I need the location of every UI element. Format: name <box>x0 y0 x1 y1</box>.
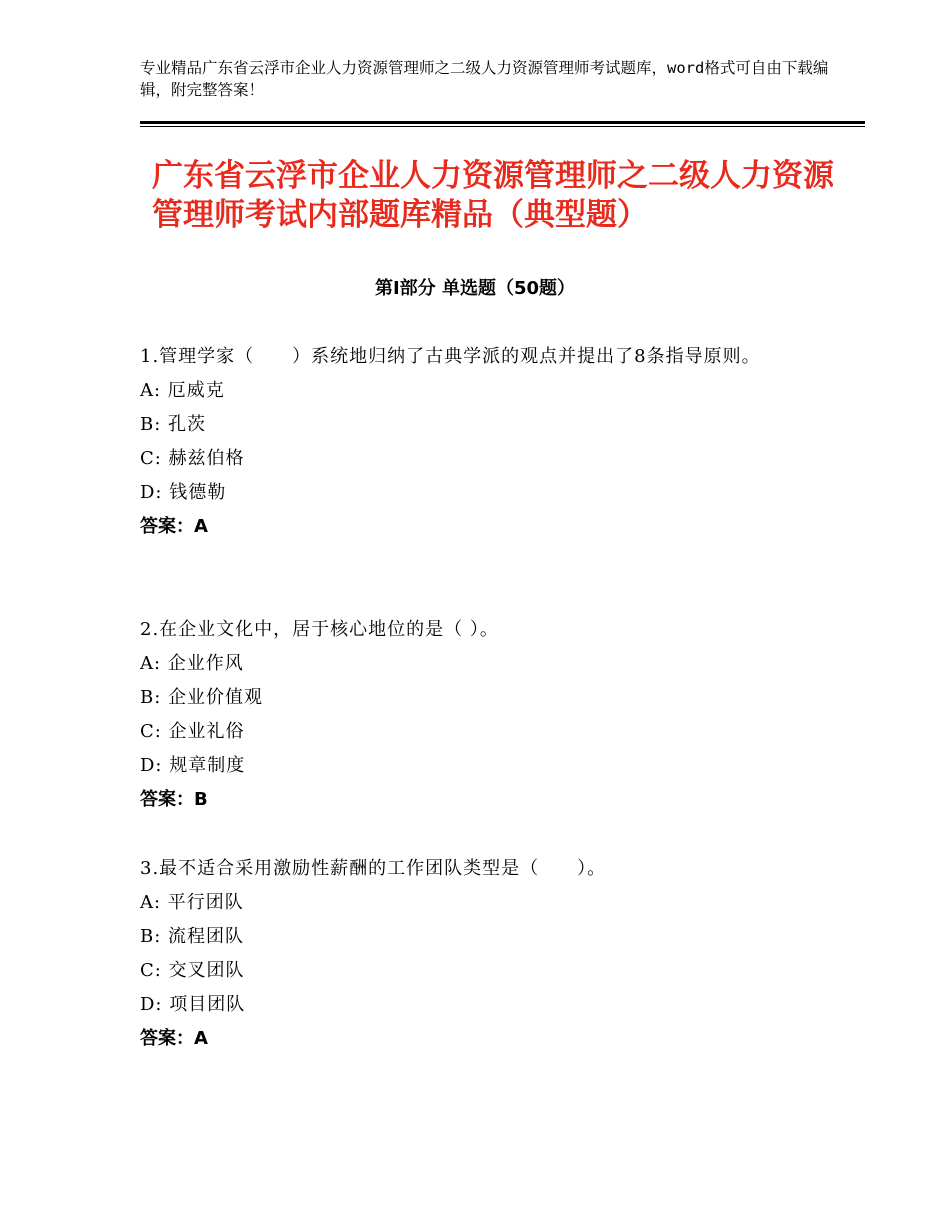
section-heading: 第Ⅰ部分 单选题（50题） <box>374 278 575 299</box>
answer: 答案：B <box>140 789 208 810</box>
question-2 <box>140 613 820 817</box>
question-1 <box>140 340 820 544</box>
option-c: C: 企业礼俗 <box>140 721 245 742</box>
document-title: 广东省云浮市企业人力资源管理师之二级人力资源管理师考试内部题库精品（典型题） <box>152 158 834 233</box>
option-a: A: 厄威克 <box>140 380 225 401</box>
question-stem: 2.在企业文化中，居于核心地位的是（ ）。 <box>140 619 499 640</box>
option-d: D: 规章制度 <box>140 755 246 776</box>
option-c: C: 赫兹伯格 <box>140 448 245 469</box>
question-stem: 3.最不适合采用激励性薪酬的工作团队类型是（ ）。 <box>140 858 607 879</box>
answer: 答案：A <box>140 516 208 537</box>
option-d: D: 钱德勒 <box>140 482 227 503</box>
header-note: 专业精品广东省云浮市企业人力资源管理师之二级人力资源管理师考试题库，word格式可自由下载编辑，附完整答案！ <box>140 59 829 99</box>
option-b: B: 孔茨 <box>140 414 207 435</box>
question-3 <box>140 852 820 1056</box>
header-rule-thin <box>140 126 865 127</box>
option-d: D: 项目团队 <box>140 994 246 1015</box>
answer: 答案：A <box>140 1028 208 1049</box>
option-a: A: 企业作风 <box>140 653 244 674</box>
header-rule-thick <box>140 121 865 124</box>
option-b: B: 流程团队 <box>140 926 245 947</box>
option-a: A: 平行团队 <box>140 892 244 913</box>
option-b: B: 企业价值观 <box>140 687 264 708</box>
option-c: C: 交叉团队 <box>140 960 245 981</box>
question-stem: 1.管理学家（ ）系统地归纳了古典学派的观点并提出了8条指导原则。 <box>140 346 761 367</box>
